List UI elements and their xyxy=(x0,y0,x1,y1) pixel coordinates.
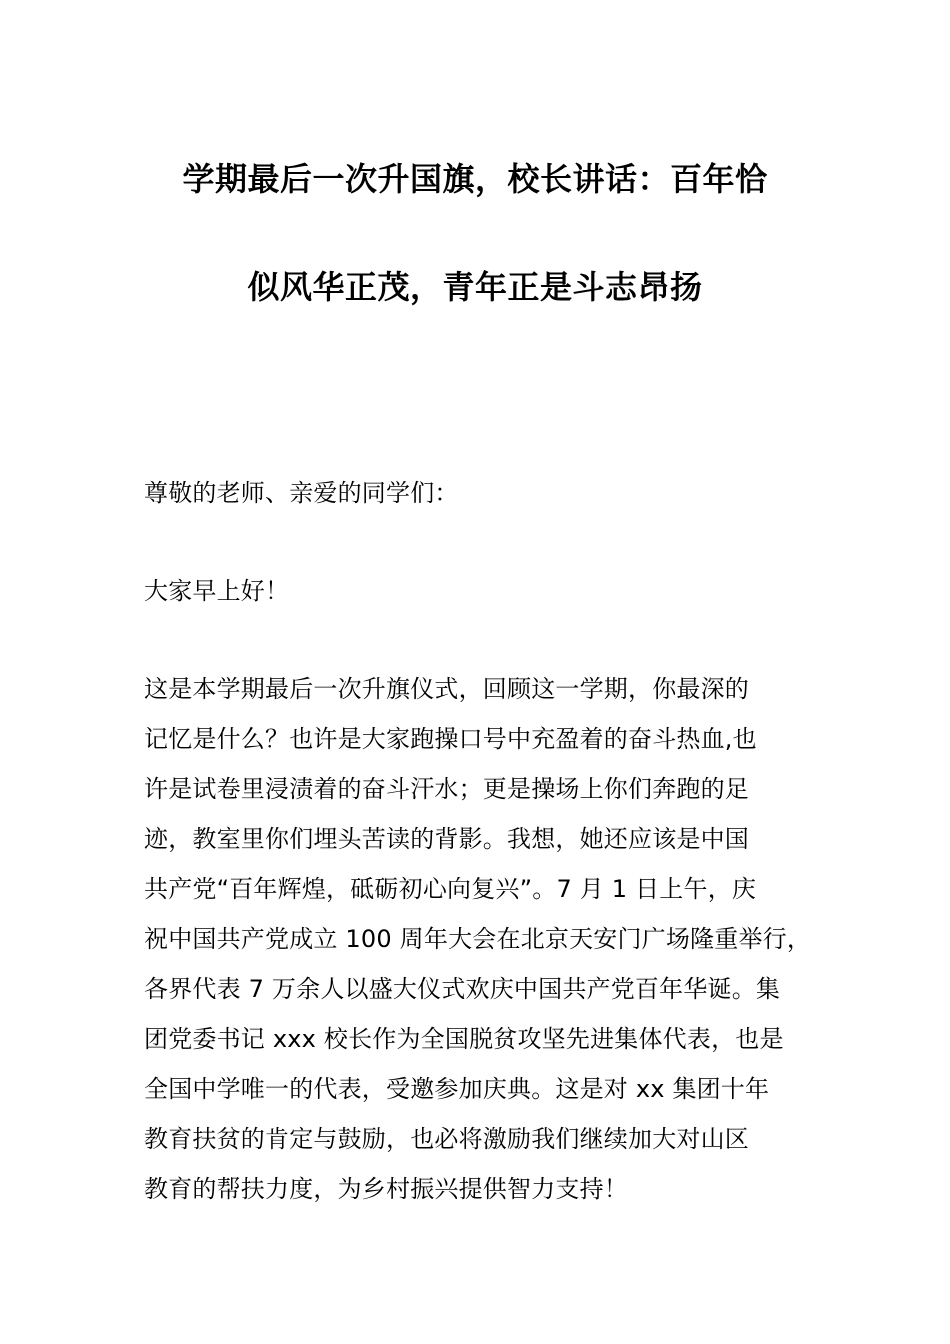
document-body xyxy=(144,468,834,1214)
paragraph-line: 许是试卷里浸渍着的奋斗汗水；更是操场上你们奔跑的足 xyxy=(144,775,749,803)
greeting: 大家早上好！ xyxy=(144,577,290,605)
paragraph-line: 祝中国共产党成立 100 周年大会在北京天安门广场隆重举行， xyxy=(144,925,812,953)
paragraph-line: 教育的帮扶力度，为乡村振兴提供智力支持！ xyxy=(144,1175,628,1203)
title-line-1: 学期最后一次升国旗，校长讲话：百年恰 xyxy=(182,160,768,198)
title-line-2: 似风华正茂，青年正是斗志昂扬 xyxy=(247,268,703,306)
paragraph-line: 全国中学唯一的代表，受邀参加庆典。这是对 xx 集团十年 xyxy=(144,1075,770,1103)
paragraph-line: 团党委书记 xxx 校长作为全国脱贫攻坚先进集体代表，也是 xyxy=(144,1025,784,1053)
paragraph-line: 共产党“百年辉煌，砥砺初心向复兴”。7 月 1 日上午，庆 xyxy=(144,875,757,903)
paragraph-line: 这是本学期最后一次升旗仪式，回顾这一学期，你最深的 xyxy=(144,675,749,703)
salutation: 尊敬的老师、亲爱的同学们： xyxy=(144,479,459,507)
paragraph-line: 记忆是什么？也许是大家跑操口号中充盈着的奋斗热血,也 xyxy=(144,725,757,753)
body-paragraph xyxy=(144,664,834,1214)
paragraph-line: 迹，教室里你们埋头苦读的背影。我想，她还应该是中国 xyxy=(144,825,749,853)
paragraph-line: 各界代表 7 万余人以盛大仪式欢庆中国共产党百年华诞。集 xyxy=(144,975,781,1003)
paragraph-line: 教育扶贫的肯定与鼓励，也必将激励我们继续加大对山区 xyxy=(144,1125,749,1153)
document-title xyxy=(0,150,950,316)
